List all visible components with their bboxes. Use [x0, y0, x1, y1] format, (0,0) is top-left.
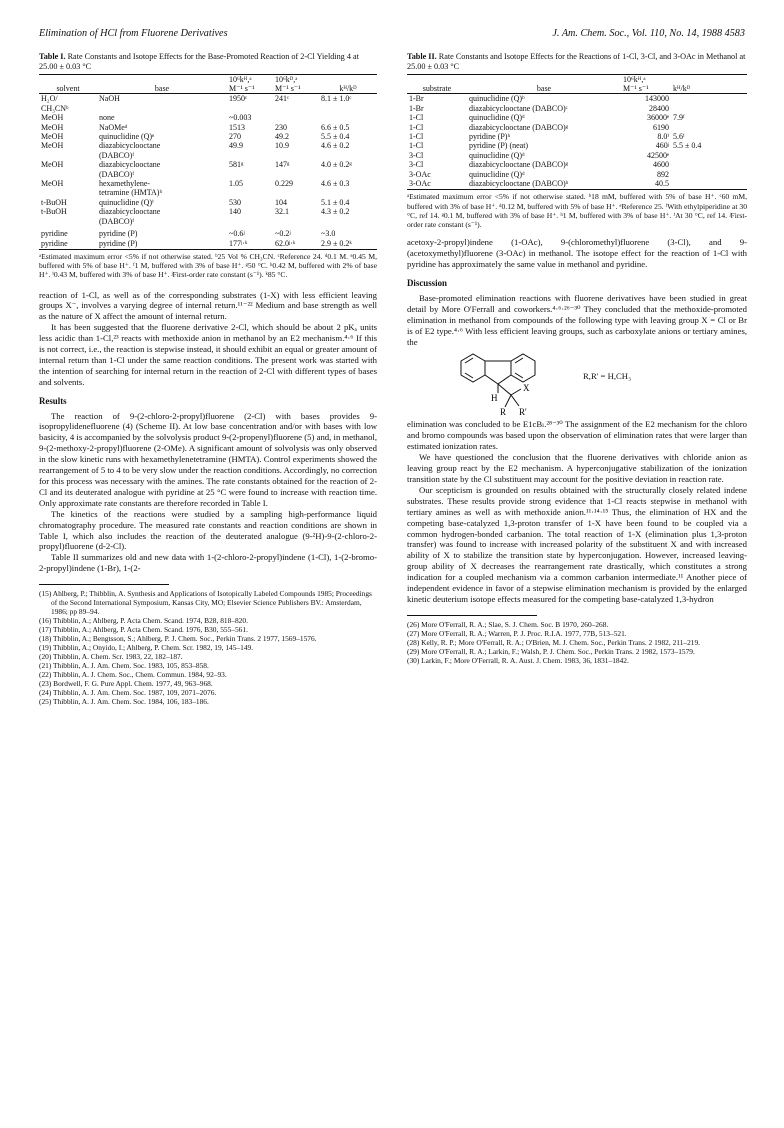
table-cell	[227, 104, 273, 113]
fluorene-structure-drawing	[447, 351, 577, 417]
table-cell: 1-Cl	[409, 132, 424, 142]
reference-item: (26) More O'Ferrall, R. A.; Slae, S. J. Chem. Soc. B 1970, 260–268.	[407, 619, 609, 629]
table-cell	[227, 188, 273, 197]
table-cell: 0.229	[275, 179, 293, 189]
table-cell: 4.6 ± 0.3	[321, 179, 350, 189]
running-title: Elimination of HCl from Fluorene Derivatives	[39, 28, 228, 39]
table-cell: diazabicyclooctane	[99, 141, 161, 151]
table-cell	[273, 113, 319, 122]
table-cell: 270	[229, 132, 241, 142]
table2	[407, 74, 747, 191]
table-row	[39, 113, 377, 122]
table-cell: tetramine (HMTA)ʰ	[99, 188, 163, 198]
table-cell: 49.9	[229, 141, 243, 151]
table-cell: 140	[229, 207, 241, 217]
table-row	[407, 160, 747, 169]
struct-h-label: H	[491, 393, 498, 404]
table-cell: none	[99, 113, 115, 123]
table-row	[39, 151, 377, 160]
table-cell	[671, 160, 747, 169]
table-cell: 5.6ⁱ	[673, 132, 685, 142]
table-cell: ~0.6ʲ	[229, 229, 245, 239]
table-cell: 1-Cl	[409, 141, 424, 151]
left-references	[39, 589, 377, 706]
table-row	[39, 132, 377, 141]
right-references	[407, 620, 747, 665]
table2-header-row	[407, 84, 747, 94]
table-cell: 4.6 ± 0.2	[321, 141, 350, 151]
table-cell: 5.5 ± 0.4	[673, 141, 702, 151]
table-cell: NaOH	[99, 94, 120, 104]
table-cell: MeOH	[41, 132, 64, 142]
discussion-heading: Discussion	[407, 278, 447, 288]
paragraph: Table II summarizes old and new data with 1-(2-chloro-2-propyl)indene (1-Cl), 1-(2-bromo-2-propyl)indene (1-Br), 1-(2-	[39, 552, 377, 574]
table-cell: 4.0 ± 0.2ᵍ	[321, 160, 352, 170]
table-cell: 241ᶜ	[275, 94, 290, 104]
table-cell: MeOH	[41, 179, 64, 189]
reference-item: (27) More O'Ferrall, R. A.; Warren, P. J. Proc. R.I.A. 1977, 77B, 513–521.	[407, 628, 627, 638]
reference-item: (15) Ahlberg, P.; Thibblin, A. Synthesis and Applications of Isotopically Labeled Compounds 1985; Proceedings of the Second International Symposium, Kansas City, MO; Elsevier Science Publishers BV.: Amsterdam, 1986; pp 89–94.	[39, 589, 372, 617]
table-cell: diazabicyclooctane (DABCO)ᶜ	[469, 103, 568, 113]
table-cell: 3-OAc	[409, 169, 431, 179]
journal-citation: J. Am. Chem. Soc., Vol. 110, No. 14, 1988 4583	[552, 28, 745, 39]
table-row	[39, 160, 377, 169]
reference-item: (25) Thibblin, A. J. Am. Chem. Soc. 1984, 106, 183–186.	[39, 697, 209, 707]
table2-caption	[407, 52, 747, 72]
table-cell: quinuclidine (Q)ⁱ	[99, 197, 154, 207]
table-cell: 7.9ᶠ	[673, 113, 685, 123]
table-row	[39, 239, 377, 250]
reference-item: (23) Bordwell, F. G. Pure Appl. Chem. 1977, 49, 963–968.	[39, 679, 213, 689]
table-row	[39, 198, 377, 207]
table-cell: diazabicyclooctane (DABCO)ᵍ	[469, 160, 569, 170]
table1-body	[39, 94, 377, 250]
table-cell: 10.9	[275, 141, 289, 151]
table-row	[407, 113, 747, 122]
table-cell: 3-Cl	[409, 150, 424, 160]
results-heading: Results	[39, 395, 67, 406]
table-row	[407, 123, 747, 132]
struct-r-label: R	[500, 407, 507, 418]
references-divider	[407, 615, 537, 616]
table-row	[39, 179, 377, 188]
table-cell	[319, 113, 377, 122]
table-cell: NaOMeᵈ	[99, 122, 128, 132]
fluorene-structure	[407, 351, 747, 417]
table-cell	[39, 151, 97, 160]
table-cell: pyridine (P)	[99, 229, 138, 239]
paragraph: It has been suggested that the fluorene derivative 2-Cl, which should be about 2 pKₐ units less acidic than 1-Cl,²³ reacts with methoxide anion in methanol by an E2 mechanism.⁴·⁶ If this is not correct, i.e., the reaction is stepwise instead, it should exhibit an equal or greater amount of internal return than 1-Cl under the same reaction conditions. The present work was started with the intention of searching for internal return in the reaction of 2-Cl with different types of bases and solvents.	[39, 322, 377, 387]
table2-label: Table II.	[407, 52, 437, 61]
table-cell: 40.5	[621, 179, 671, 190]
paragraph: The kinetics of the reactions were studied by a sampling high-performance liquid chromatography procedure. The measured rate constants and reaction conditions are shown in Table I, which also includes the reaction of the deuterated analogue (9-²H)-9-(2-chloro-2-propyl)fluorene (d-2-Cl).	[39, 508, 377, 552]
paragraph: Our scepticism is grounded on results obtained with the structurally closely related indene substrates. These results provide strong evidence that 1-Cl reacts stepwise in methanol with tertiary amines as well as with methoxide anion.¹¹·¹⁴·¹⁵ Thus, the elimination of HX and the competing base-catalyzed 1,3-proton transfer of 1-X have been found to be coupled via a common hydrogen-bonded carbanion. The total reaction of 1-X (elimination plus 1,3-proton transfer) was found to increase with increased polarity of the substituent X and with increased ability of X to stabilize the transition state by hyperconjugation. However, increased leaving-group ability of X decreases the rearrangement rate drastically, which constitutes a strong indication for a coupled mechanism via a common carbanion intermediate.¹¹ Another piece of independent evidence in favor of a stepwise elimination mechanism is provided by the enlarged kinetic deuterium isotope effects measured for the competing base-catalyzed 1,3-hydron	[407, 484, 747, 604]
table-cell: MeOH	[41, 160, 64, 170]
table1-kh-head: 10⁶kᴴ,ᵃ	[227, 74, 273, 84]
table-cell: 581ᵍ	[229, 160, 244, 170]
table-cell: 4600	[653, 160, 669, 170]
table1-caption-text: Rate Constants and Isotope Effects for the Base-Promoted Reaction of 2-Cl Yielding 4 at 25.00 ± 0.03 °C	[39, 52, 359, 71]
table-cell: pyridine	[41, 229, 68, 239]
table-cell: quinuclidine (Q)ᵈ	[469, 113, 525, 123]
table-cell: MeOH	[41, 122, 64, 132]
table1-base-head: base	[97, 84, 227, 94]
table-row	[39, 226, 377, 238]
table2-footnote: ᵃEstimated maximum error <5% if not otherwise stated. ᵇ18 mM, buffered with 5% of base H⁺. ᶜ60 mM, buffered with 3% of base H⁺. ᵈ0.12 M, buffered with 5% of base H⁺. ᵉReference 25. ᶠWith ethylpiperidine at 30 °C, ref 14. ᵍ0.1 M, buffered with 3% of base H⁺. ʰ1 M, buffered with 3% of base H⁺. ⁱAt 30 °C, ref 14. ʲFirst-order rate constant (s⁻¹).	[407, 192, 747, 230]
table-cell: pyridine (P)	[97, 239, 227, 250]
reference-item: (22) Thibblin, A. J. Chem. Soc., Chem. Commun. 1984, 92–93.	[39, 670, 227, 680]
table1-ratio-head: kᴴ/kᴰ	[319, 84, 377, 94]
table-cell: quinuclidine (Q)ᵈ	[469, 169, 525, 179]
table-cell: 1513	[229, 122, 245, 132]
table2-kh-unit: M⁻¹ s⁻¹	[621, 84, 671, 94]
table-cell	[227, 151, 273, 160]
table-cell: 8.1 ± 1.0ᶜ	[321, 94, 352, 104]
reference-item: (28) Kelly, R. P.; More O'Ferrall, R. A.; O'Brien, M. J. Chem. Soc., Perkin Trans. 2 1982, 211–219.	[407, 637, 701, 647]
table-cell: (DABCO)ᶠ	[99, 216, 134, 226]
table-row	[39, 217, 377, 226]
table-cell	[319, 151, 377, 160]
right-column	[407, 52, 747, 665]
table-cell: quinuclidine (Q)ᵉ	[99, 132, 155, 142]
table-cell: 177ʲ·ᵏ	[227, 239, 273, 250]
table2-body	[407, 94, 747, 190]
table-cell: 6.6 ± 0.5	[321, 122, 350, 132]
table-cell	[273, 170, 319, 179]
paragraph: Base-promoted elimination reactions with fluorene derivatives have been studied in great detail by More O'Ferrall and coworkers.⁴·⁶·²⁶⁻³⁰ They concluded that the methoxide-promoted elimination in methanol from compounds of the following type with leaving group X = Cl or Br is of E2 type.⁴·⁶ With less efficient leaving groups, such as carboxylate anions or tertiary amines, the	[407, 292, 747, 347]
table-cell: diazabicyclooctane (DABCO)ʰ	[467, 179, 621, 190]
table-row	[407, 132, 747, 141]
table-cell	[39, 188, 97, 197]
table-row	[407, 94, 747, 104]
table1	[39, 74, 377, 250]
table-cell	[273, 104, 319, 113]
table-cell: 460ʲ	[655, 141, 669, 151]
table-row	[39, 94, 377, 104]
table-cell: MeOH	[41, 113, 64, 123]
table-cell	[227, 217, 273, 226]
table-cell: 104	[275, 197, 287, 207]
running-header	[39, 28, 745, 42]
table-cell	[671, 151, 747, 160]
table-cell: 1950ᶜ	[229, 94, 248, 104]
table-cell: 1-Cl	[409, 113, 424, 123]
table-cell: 62.0ʲ·ᵏ	[273, 239, 319, 250]
table-cell	[273, 151, 319, 160]
table-cell: 36000ᵉ	[646, 113, 669, 123]
table-cell: 1-Br	[409, 103, 424, 113]
table1-label: Table I.	[39, 52, 66, 61]
table-cell: 6190	[653, 122, 669, 132]
reference-item: (20) Thibblin, A. Chem. Scr. 1983, 22, 182–187.	[39, 652, 183, 662]
table1-kd-head: 10⁶kᴰ,ᵃ	[273, 74, 319, 84]
table1-solvent-head: solvent	[39, 84, 97, 94]
table-cell: 5.1 ± 0.4	[321, 197, 350, 207]
table-cell: pyridine (P) (neat)	[469, 141, 529, 151]
paragraph: The reaction of 9-(2-chloro-2-propyl)fluorene (2-Cl) with bases provides 9-isopropylidenefluorene (4) (Scheme II). At low base concentration and/or with bases with low basicity, 4 is accompanied by the solvolysis product 9-(2-propenyl)fluorene (5) and, in methanol, 9-(2-methoxy-2-propyl)fluorene (2-OMe). A significant amount of solvolysis was only observed in the slow kinetic runs with hexamethylenetetramine (HMTA). Control experiments showed the rearrangement of 5 to 4 to be very slow under the reaction conditions. Accordingly, no correction for this process was necessary with the amines. The rate constants obtained for the reaction of 2-Cl and its deuterated analogue with pyridine at 25 °C were found to increase with reaction time. Only approximate rate constants are therefore recorded in Table I.	[39, 410, 377, 508]
table-cell	[671, 104, 747, 113]
table2-substrate-head: substrate	[407, 84, 467, 94]
reference-item: (19) Thibblin, A.; Onyido, I.; Ahlberg, P. Chem. Scr. 1982, 19, 145–149.	[39, 643, 254, 653]
table1-kh-unit: M⁻¹ s⁻¹	[227, 84, 273, 94]
table-cell: 3-Cl	[409, 160, 424, 170]
table-row	[39, 170, 377, 179]
table2-ratio-head: kᴴ/kᴰ	[671, 84, 747, 94]
table-cell: quinuclidine (Q)ᵇ	[469, 94, 525, 104]
table-cell	[319, 217, 377, 226]
table-cell: 3-OAc	[407, 179, 467, 190]
table-row	[407, 141, 747, 150]
paragraph: acetoxy-2-propyl)indene (1-OAc), 9-(chloromethyl)fluorene (3-Cl), and 9-(acetoxymethyl)fluorene (3-OAc) in methanol. The isotope effect for the reaction of 1-Cl with pyridine has approximately the same value in methanol and pyridine.	[407, 237, 747, 270]
left-column	[39, 52, 377, 706]
table-row	[407, 179, 747, 190]
table-cell: ~0.003	[229, 113, 252, 123]
table-cell	[319, 104, 377, 113]
table-cell: 32.1	[275, 207, 289, 217]
table-cell	[319, 170, 377, 179]
reference-item: (18) Thibblin, A.; Bengtsson, S.; Ahlberg, P. J. Chem. Soc., Perkin Trans. 2 1977, 1569–1576.	[39, 634, 317, 644]
struct-x-label: X	[523, 383, 530, 394]
references-divider	[39, 584, 169, 585]
table-cell	[319, 188, 377, 197]
table-cell: 892	[657, 169, 669, 179]
table-cell: 5.5 ± 0.4	[321, 132, 350, 142]
table-cell	[39, 217, 97, 226]
reference-item: (21) Thibblin, A. J. Am. Chem. Soc. 1983, 105, 853–858.	[39, 661, 209, 671]
table-cell	[97, 104, 227, 113]
reference-item: (17) Thibblin, A.; Ahlberg, P. Acta Chem. Scand. 1976, B30, 555–561.	[39, 625, 248, 635]
table-cell: MeOH	[41, 141, 64, 151]
table-cell: 42500ᵉ	[646, 150, 669, 160]
table-cell: pyridine (P)ʰ	[469, 132, 511, 142]
table-cell: t-BuOH	[41, 197, 67, 207]
struct-r2-label: R'	[519, 407, 527, 418]
table-cell: 1-Cl	[409, 122, 424, 132]
table-cell: 1-Br	[409, 94, 424, 104]
table-cell	[671, 170, 747, 179]
table-cell: quinuclidine (Q)ᵈ	[469, 150, 525, 160]
table-cell: ~3.0	[321, 229, 336, 239]
table-cell: 49.2	[275, 132, 289, 142]
struct-substituent-label: R,R' = H,CH₃	[583, 371, 632, 382]
paragraph: elimination was concluded to be E1cBₗ.²⁸⁻³⁰ The assignment of the E2 mechanism for the chloro and bromo compounds was based upon the observation of elimination rates that were larger than estimated ionization rates.	[407, 419, 747, 452]
table-cell: 147ᵍ	[275, 160, 290, 170]
table1-kd-unit: M⁻¹ s⁻¹	[273, 84, 319, 94]
table-cell	[671, 179, 747, 190]
table-cell	[671, 94, 747, 104]
table-cell: 143000	[645, 94, 669, 104]
reference-item: (16) Thibblin, A.; Ahlberg, P. Acta Chem. Scand. 1974, B28, 818–820.	[39, 616, 248, 626]
table-cell	[227, 170, 273, 179]
table-cell: (DABCO)ᶠ	[99, 150, 134, 160]
table1-footnote: ᵃEstimated maximum error <5% if not otherwise stated. ᵇ25 Vol % CH₃CN. ᶜReference 24. ᵈ0.1 M. ᵉ0.45 M, buffered with 5% of base H⁺. ᶠ1 M, buffered with 3% of base H⁺. ᵍ50 °C. ʰ0.42 M, buffered with 2% of base H⁺. ⁱ0.43 M, buffered with 3% of base H⁺. ʲFirst-order rate constant (s⁻¹). ᵏ85 °C.	[39, 251, 377, 280]
table-row	[39, 141, 377, 150]
table1-header-row	[39, 74, 377, 84]
table-cell: 28400	[649, 103, 669, 113]
table-cell: 1.05	[229, 179, 243, 189]
table-cell: ~0.2ʲ	[275, 229, 291, 239]
table-cell	[273, 217, 319, 226]
table-cell: 8.0ⁱ	[657, 132, 669, 142]
table-cell: hexamethylene-	[99, 179, 151, 189]
table-row	[407, 104, 747, 113]
table-row	[407, 151, 747, 160]
table-cell: diazabicyclooctane (DABCO)ᵍ	[469, 122, 569, 132]
table1-header-row	[39, 84, 377, 94]
table-row	[39, 188, 377, 197]
table-cell: 230	[275, 122, 287, 132]
table-cell: (DABCO)ᶠ	[99, 169, 134, 179]
reference-item: (29) More O'Ferrall, R. A.; Larkin, F.; Walsh, P. J. Chem. Soc., Perkin Trans. 2 1982, 1573–1579.	[407, 646, 695, 656]
paragraph: We have questioned the conclusion that the fluorene derivatives with chloride anion as leaving group react by the E2 mechanism. A hyperconjugative stabilization of the ionization transition state by the Cl substituent may account for the positive deviation in reaction rate.	[407, 452, 747, 484]
table-cell: 530	[229, 197, 241, 207]
table-cell	[273, 188, 319, 197]
table2-base-head: base	[467, 84, 621, 94]
table-cell: diazabicyclooctane	[99, 160, 161, 170]
table-cell: diazabicyclooctane	[99, 207, 161, 217]
table-cell	[671, 123, 747, 132]
table2-kh-head: 10⁶kᴴ,ᵃ	[621, 74, 671, 84]
table-cell: pyridine	[39, 239, 97, 250]
reference-item: (30) Larkin, F.; More O'Ferrall, R. A. Aust. J. Chem. 1983, 36, 1831–1842.	[407, 655, 629, 665]
table-cell: t-BuOH	[41, 207, 67, 217]
table-row	[407, 170, 747, 179]
paragraph: reaction of 1-Cl, as well as of the corresponding substrates (1-X) with less efficient leaving groups X⁻, involves a varying degree of internal return.¹¹⁻²² Medium and base strength as well as the nature of X affect the amount of internal return.	[39, 289, 377, 322]
table-row	[39, 207, 377, 216]
table-cell: CH₃CNᵇ	[41, 103, 69, 113]
reference-item: (24) Thibblin, A. J. Am. Chem. Soc. 1987, 109, 2071–2076.	[39, 688, 217, 698]
table-cell: 2.9 ± 0.2ᵏ	[319, 239, 377, 250]
table2-caption-text: Rate Constants and Isotope Effects for the Reactions of 1-Cl, 3-Cl, and 3-OAc in Methanol at 25.00 ± 0.03 °C	[407, 52, 746, 71]
table1-caption	[39, 52, 377, 72]
table-row	[39, 123, 377, 132]
table-cell: 4.3 ± 0.2	[321, 207, 350, 217]
table-cell: H₂O/	[41, 94, 58, 104]
table-cell	[39, 170, 97, 179]
table-row	[39, 104, 377, 113]
table2-header-row	[407, 74, 747, 84]
